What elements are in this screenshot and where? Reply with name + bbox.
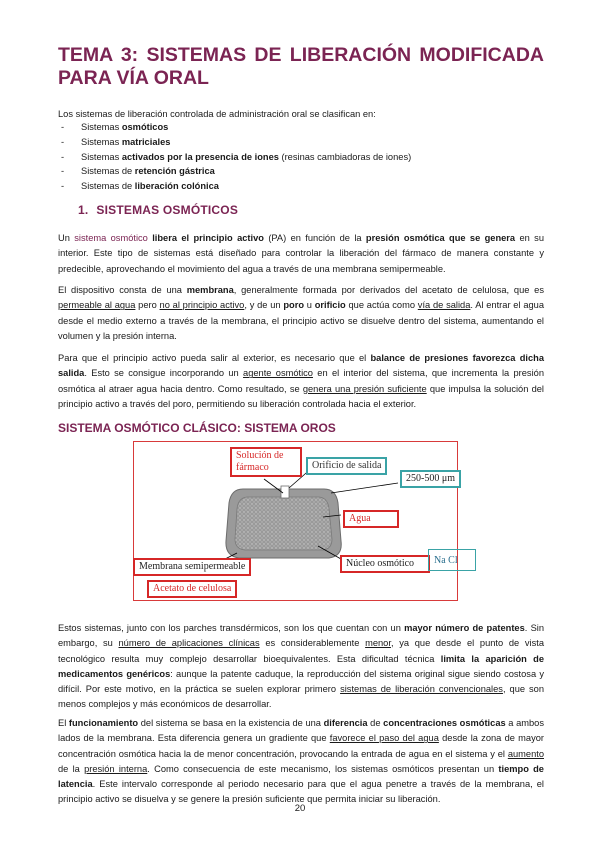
list-item: - Sistemas matriciales — [58, 135, 411, 150]
list-item: - Sistemas activados por la presencia de iones (resinas cambiadoras de iones) — [58, 150, 411, 165]
page-title: TEMA 3: SISTEMAS DE LIBERACIÓN MODIFICADA PARA VÍA ORAL — [58, 44, 544, 89]
label-orifice-size: 250-500 μm — [400, 470, 461, 488]
label-osmotic-core: Núcleo osmótico — [340, 555, 430, 573]
label-outlet-orifice: Orificio de salida — [306, 457, 387, 475]
label-water: Agua — [343, 510, 399, 528]
list-item: - Sistemas de retención gástrica — [58, 164, 411, 179]
section-heading-osmotic: 1. SISTEMAS OSMÓTICOS — [78, 203, 239, 217]
label-semipermeable-membrane: Membrana semipermeable — [133, 558, 251, 576]
list-item: - Sistemas osmóticos — [58, 120, 411, 135]
intro-paragraph: Los sistemas de liberación controlada de administración oral se clasifican en: — [58, 109, 376, 119]
list-item: - Sistemas de liberación colónica — [58, 179, 411, 194]
label-drug-solution: Solución de fármaco — [230, 447, 302, 477]
paragraph-3: Para que el principio activo pueda salir al exterior, es necesario que el balance de presiones favorezca dicha salida. Esto se consigue incorporando un agente osmótico en el interior del sistema, que incrementa la presión osmótica al atraer agua hacia dentro. Como resultado, se genera una presión suficiente que impulsa la solución del principio activo a través del poro, permitiendo su liberación controlada hacia el exterior. — [58, 353, 544, 409]
label-cellulose-acetate: Acetato de celulosa — [147, 580, 237, 598]
paragraph-1: Un sistema osmótico libera el principio activo (PA) en función de la presión osmótica que se genera en su interior. Este tipo de sistemas está diseñado para controlar la liberación del fármaco de manera constante y predecible, aprovechando el movimiento del agua a través de una membrana semipermeable. — [58, 233, 544, 274]
paragraph-4: Estos sistemas, junto con los parches transdérmicos, son los que cuentan con un mayor número de patentes. Sin embargo, su número de aplicaciones clínicas es considerablemente menor, ya que desde el punto de vista tecnológico resulta muy complejo desarrollar bioequivalentes. Esta dificultad técnica limita la aparición de medicamentos genéricos: aunque la patente caduque, la reproducción del sistema original sigue siendo costosa y difícil. Por este motivo, en la práctica se suelen explorar primero sistemas de liberación convencionales, que son menos complejos y más económicos de desarrollar. — [58, 623, 545, 710]
paragraph-5: El funcionamiento del sistema se basa en la existencia de una diferencia de concentraciones osmóticas a ambos lados de la membrana. Esta diferencia genera un gradiente que favorece el paso del agua desde la zona de mayor concentración osmótica hacia la de menor concentración, provocando la entrada de agua en el sistema y el aumento de la presión interna. Como consecuencia de este mecanismo, los sistemas osmóticos presentan un tiempo de latencia. Este intervalo corresponde al periodo necesario para que el agua penetre a través de la membrana, el principio activo se disuelva y se genere la presión suficiente que permita iniciar su liberación. — [58, 718, 544, 805]
page-number: 20 — [294, 803, 306, 814]
paragraph-2: El dispositivo consta de una membrana, generalmente formada por derivados del acetato de celulosa, que es permeable al agua pero no al principio activo, y de un poro u orificio que actúa como vía de salida. Al entrar el agua desde el medio externo a través de la membrana, el principio activo se disuelve dentro del sistema, aumentando el volumen y la presión interna. — [58, 285, 544, 341]
label-nacl: Na Cl — [428, 549, 476, 571]
section-heading-oros: SISTEMA OSMÓTICO CLÁSICO: SISTEMA OROS — [58, 421, 336, 435]
classification-list — [58, 120, 411, 194]
